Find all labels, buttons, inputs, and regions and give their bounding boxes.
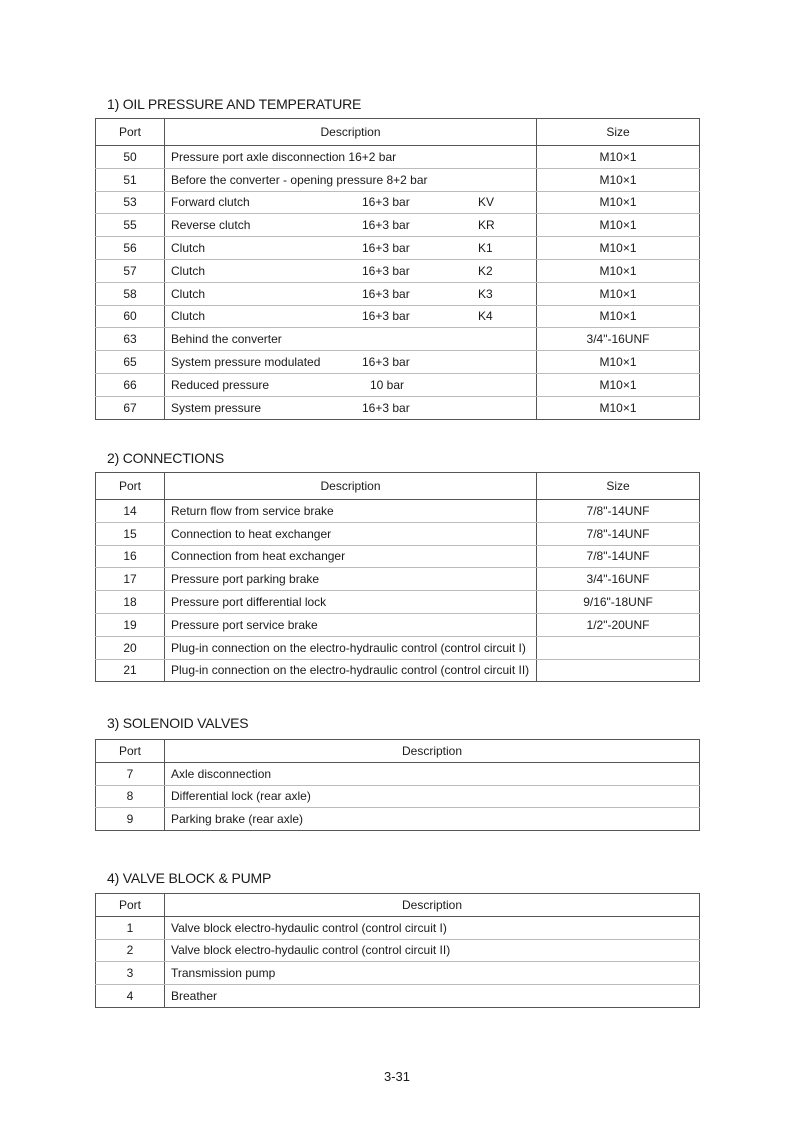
header-port: Port (96, 473, 165, 500)
description-text: Parking brake (rear axle) (171, 812, 304, 827)
table-row (96, 522, 700, 545)
table-row (96, 545, 700, 568)
description-cell (165, 636, 537, 659)
description-text: Pressure port parking brake (171, 572, 320, 587)
description-cell (165, 962, 700, 985)
port-cell: 66 (96, 373, 165, 396)
description-cell (165, 373, 537, 396)
header-size: Size (537, 119, 700, 146)
size-cell: 9/16"-18UNF (537, 591, 700, 614)
size-cell: 7/8"-14UNF (537, 545, 700, 568)
description-text: Clutch (171, 309, 206, 324)
port-cell: 8 (96, 785, 165, 808)
port-cell: 3 (96, 962, 165, 985)
port-cell: 53 (96, 191, 165, 214)
description-cell (165, 591, 537, 614)
header-description: Description (165, 119, 537, 146)
table-row (96, 168, 700, 191)
size-cell: 3/4"-16UNF (537, 328, 700, 351)
section-title: 4) VALVE BLOCK & PUMP (107, 870, 272, 886)
description-cell (165, 328, 537, 351)
pressure-text: 16+3 bar (362, 286, 410, 301)
page-number: 3-31 (383, 1069, 411, 1084)
table-row (96, 568, 700, 591)
port-cell: 56 (96, 237, 165, 260)
clutch-code: K2 (478, 263, 493, 278)
table-row (96, 396, 700, 419)
description-text: Transmission pump (171, 966, 276, 981)
pressure-text: 16+3 bar (362, 263, 410, 278)
description-text: Pressure port service brake (171, 617, 318, 632)
clutch-code: K3 (478, 286, 493, 301)
header-port: Port (96, 894, 165, 917)
description-text: Breather (171, 989, 218, 1004)
description-cell (165, 545, 537, 568)
description-text: Connection from heat exchanger (171, 549, 346, 564)
description-cell (165, 522, 537, 545)
port-cell: 65 (96, 351, 165, 374)
description-cell (165, 985, 700, 1008)
section-title: 3) SOLENOID VALVES (107, 715, 249, 731)
port-cell: 2 (96, 939, 165, 962)
size-cell: M10×1 (537, 305, 700, 328)
description-cell (165, 396, 537, 419)
solenoid-valves-table (95, 739, 700, 831)
table-row (96, 191, 700, 214)
description-text: Pressure port differential lock (171, 595, 327, 610)
description-text: System pressure modulated (171, 355, 321, 370)
table-row (96, 305, 700, 328)
port-cell: 14 (96, 500, 165, 523)
pressure-text: 16+3 bar (362, 241, 410, 256)
port-cell: 55 (96, 214, 165, 237)
port-cell: 20 (96, 636, 165, 659)
size-cell: 7/8"-14UNF (537, 522, 700, 545)
description-text: Clutch (171, 241, 206, 256)
description-text: Clutch (171, 286, 206, 301)
table-header-row (96, 894, 700, 917)
port-cell: 16 (96, 545, 165, 568)
size-cell: M10×1 (537, 373, 700, 396)
description-text: System pressure (171, 400, 262, 415)
port-cell: 63 (96, 328, 165, 351)
table-row (96, 591, 700, 614)
table-header-row (96, 119, 700, 146)
table-row (96, 962, 700, 985)
description-cell (165, 500, 537, 523)
port-cell: 67 (96, 396, 165, 419)
valve-block-pump-table (95, 893, 700, 1008)
table-row (96, 146, 700, 169)
clutch-code: KR (478, 218, 495, 233)
port-cell: 17 (96, 568, 165, 591)
size-cell: 3/4"-16UNF (537, 568, 700, 591)
description-cell (165, 785, 700, 808)
clutch-code: K4 (478, 309, 493, 324)
size-cell (537, 659, 700, 682)
port-cell: 60 (96, 305, 165, 328)
port-cell: 51 (96, 168, 165, 191)
description-text: Plug-in connection on the electro-hydraulic control (control circuit I) (171, 640, 526, 655)
section-title: 2) CONNECTIONS (107, 450, 224, 466)
table-row (96, 762, 700, 785)
description-cell (165, 568, 537, 591)
header-port: Port (96, 119, 165, 146)
table-row (96, 282, 700, 305)
port-cell: 19 (96, 613, 165, 636)
description-text: Behind the converter (171, 332, 282, 347)
pressure-text: 16+3 bar (362, 195, 410, 210)
description-cell (165, 916, 700, 939)
pressure-text: 16+3 bar (362, 218, 410, 233)
pressure-text: 16+3 bar (362, 309, 410, 324)
description-text: Reverse clutch (171, 218, 251, 233)
description-text: Reduced pressure (171, 377, 270, 392)
size-cell: M10×1 (537, 237, 700, 260)
size-cell: M10×1 (537, 214, 700, 237)
size-cell: M10×1 (537, 259, 700, 282)
description-cell (165, 808, 700, 831)
table-row (96, 636, 700, 659)
description-text: Pressure port axle disconnection 16+2 bar (171, 149, 397, 164)
description-cell (165, 762, 700, 785)
description-cell (165, 282, 537, 305)
description-text: Differential lock (rear axle) (171, 789, 311, 804)
size-cell (537, 636, 700, 659)
description-cell (165, 659, 537, 682)
description-cell (165, 259, 537, 282)
table-row (96, 916, 700, 939)
header-description: Description (165, 894, 700, 917)
size-cell: M10×1 (537, 191, 700, 214)
description-cell (165, 146, 537, 169)
size-cell: M10×1 (537, 168, 700, 191)
description-cell (165, 939, 700, 962)
description-cell (165, 214, 537, 237)
table-row (96, 985, 700, 1008)
size-cell: 1/2"-20UNF (537, 613, 700, 636)
table-row (96, 328, 700, 351)
description-cell (165, 191, 537, 214)
table-row (96, 500, 700, 523)
header-description: Description (165, 740, 700, 763)
description-text: Forward clutch (171, 195, 250, 210)
port-cell: 7 (96, 762, 165, 785)
description-text: Axle disconnection (171, 766, 272, 781)
description-cell (165, 168, 537, 191)
table-row (96, 259, 700, 282)
description-cell (165, 237, 537, 260)
port-cell: 58 (96, 282, 165, 305)
table-header-row (96, 740, 700, 763)
connections-table (95, 472, 700, 682)
description-cell (165, 305, 537, 328)
description-cell (165, 351, 537, 374)
table-row (96, 785, 700, 808)
port-cell: 1 (96, 916, 165, 939)
table-row (96, 613, 700, 636)
table-row (96, 214, 700, 237)
port-cell: 15 (96, 522, 165, 545)
pressure-text: 16+3 bar (362, 400, 410, 415)
header-size: Size (537, 473, 700, 500)
table-row (96, 237, 700, 260)
header-description: Description (165, 473, 537, 500)
description-text: Connection to heat exchanger (171, 526, 332, 541)
table-row (96, 659, 700, 682)
description-text: Return flow from service brake (171, 503, 334, 518)
table-row (96, 939, 700, 962)
size-cell: M10×1 (537, 282, 700, 305)
pressure-text: 16+3 bar (362, 355, 410, 370)
port-cell: 4 (96, 985, 165, 1008)
size-cell: M10×1 (537, 396, 700, 419)
description-text: Valve block electro-hydaulic control (control circuit I) (171, 920, 447, 935)
table-row (96, 351, 700, 374)
size-cell: M10×1 (537, 351, 700, 374)
oil-pressure-table (95, 118, 700, 420)
table-header-row (96, 473, 700, 500)
clutch-code: KV (478, 195, 495, 210)
size-cell: 7/8"-14UNF (537, 500, 700, 523)
size-cell: M10×1 (537, 146, 700, 169)
table-row (96, 808, 700, 831)
port-cell: 21 (96, 659, 165, 682)
port-cell: 57 (96, 259, 165, 282)
description-text: Before the converter - opening pressure 8+2 bar (171, 172, 428, 187)
description-text: Valve block electro-hydaulic control (control circuit II) (171, 943, 451, 958)
port-cell: 9 (96, 808, 165, 831)
clutch-code: K1 (478, 241, 493, 256)
section-title: 1) OIL PRESSURE AND TEMPERATURE (107, 96, 362, 112)
description-text: Clutch (171, 263, 206, 278)
header-port: Port (96, 740, 165, 763)
description-text: Plug-in connection on the electro-hydraulic control (control circuit II) (171, 663, 530, 678)
table-row (96, 373, 700, 396)
port-cell: 18 (96, 591, 165, 614)
description-cell (165, 613, 537, 636)
pressure-text: 10 bar (370, 377, 405, 392)
port-cell: 50 (96, 146, 165, 169)
